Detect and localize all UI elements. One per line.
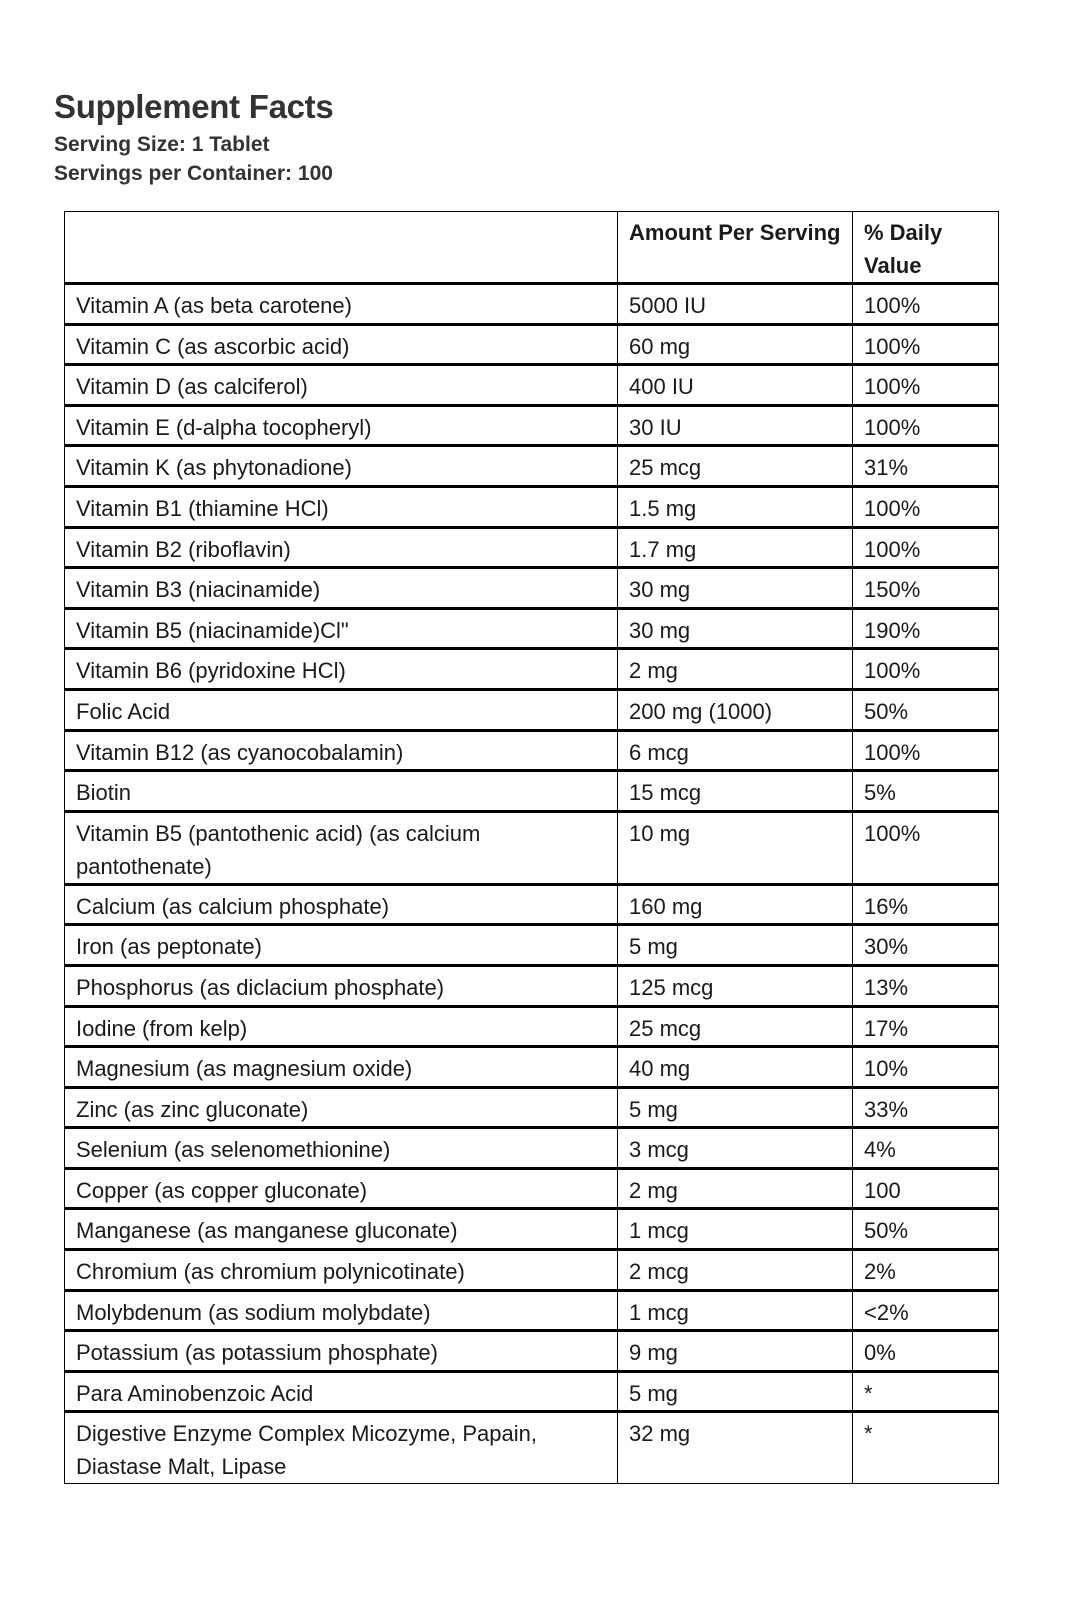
amount-per-serving: 15 mcg bbox=[618, 771, 853, 812]
nutrient-name: Calcium (as calcium phosphate) bbox=[65, 884, 618, 925]
amount-per-serving: 2 mg bbox=[618, 649, 853, 690]
daily-value: 50% bbox=[853, 1209, 999, 1250]
amount-per-serving: 400 IU bbox=[618, 365, 853, 406]
table-row bbox=[65, 1087, 999, 1128]
nutrient-name: Vitamin D (as calciferol) bbox=[65, 365, 618, 406]
amount-per-serving: 60 mg bbox=[618, 324, 853, 365]
table-row bbox=[65, 608, 999, 649]
daily-value: 190% bbox=[853, 608, 999, 649]
table-header-row bbox=[65, 212, 999, 284]
nutrient-name: Vitamin B5 (niacinamide)Cl" bbox=[65, 608, 618, 649]
daily-value: 4% bbox=[853, 1128, 999, 1169]
nutrient-name: Vitamin B3 (niacinamide) bbox=[65, 568, 618, 609]
amount-per-serving: 1.5 mg bbox=[618, 486, 853, 527]
daily-value: 31% bbox=[853, 446, 999, 487]
table-row bbox=[65, 1290, 999, 1331]
daily-value: 100% bbox=[853, 324, 999, 365]
daily-value: 33% bbox=[853, 1087, 999, 1128]
column-header-amount: Amount Per Serving bbox=[618, 212, 853, 284]
daily-value: 100% bbox=[853, 811, 999, 884]
daily-value: 100% bbox=[853, 486, 999, 527]
amount-per-serving: 1 mcg bbox=[618, 1290, 853, 1331]
nutrient-name: Vitamin A (as beta carotene) bbox=[65, 284, 618, 325]
nutrient-name: Magnesium (as magnesium oxide) bbox=[65, 1047, 618, 1088]
nutrient-name: Para Aminobenzoic Acid bbox=[65, 1371, 618, 1412]
nutrient-name: Manganese (as manganese gluconate) bbox=[65, 1209, 618, 1250]
nutrient-name: Molybdenum (as sodium molybdate) bbox=[65, 1290, 618, 1331]
table-row bbox=[65, 446, 999, 487]
daily-value: 30% bbox=[853, 925, 999, 966]
table-row bbox=[65, 324, 999, 365]
nutrient-name: Vitamin B5 (pantothenic acid) (as calcium pantothenate) bbox=[65, 811, 618, 884]
nutrient-name: Zinc (as zinc gluconate) bbox=[65, 1087, 618, 1128]
servings-per-container: Servings per Container: 100 bbox=[54, 162, 333, 185]
amount-per-serving: 6 mcg bbox=[618, 730, 853, 771]
table-row bbox=[65, 689, 999, 730]
nutrient-name: Vitamin B1 (thiamine HCl) bbox=[65, 486, 618, 527]
daily-value: 100% bbox=[853, 284, 999, 325]
nutrient-name: Vitamin B12 (as cyanocobalamin) bbox=[65, 730, 618, 771]
daily-value: 50% bbox=[853, 689, 999, 730]
table-row bbox=[65, 1006, 999, 1047]
table-row bbox=[65, 1168, 999, 1209]
nutrient-name: Copper (as copper gluconate) bbox=[65, 1168, 618, 1209]
amount-per-serving: 25 mcg bbox=[618, 1006, 853, 1047]
table-row bbox=[65, 365, 999, 406]
table-row bbox=[65, 284, 999, 325]
amount-per-serving: 5 mg bbox=[618, 1371, 853, 1412]
daily-value: <2% bbox=[853, 1290, 999, 1331]
daily-value: 0% bbox=[853, 1331, 999, 1372]
daily-value: 100 bbox=[853, 1168, 999, 1209]
table-row bbox=[65, 405, 999, 446]
table-row bbox=[65, 1331, 999, 1372]
daily-value: 10% bbox=[853, 1047, 999, 1088]
table-row bbox=[65, 730, 999, 771]
daily-value: * bbox=[853, 1412, 999, 1484]
nutrient-name: Selenium (as selenomethionine) bbox=[65, 1128, 618, 1169]
page-title: Supplement Facts bbox=[54, 88, 334, 125]
table-row bbox=[65, 1412, 999, 1484]
daily-value: 100% bbox=[853, 405, 999, 446]
serving-size: Serving Size: 1 Tablet bbox=[54, 133, 270, 156]
amount-per-serving: 160 mg bbox=[618, 884, 853, 925]
nutrient-name: Vitamin K (as phytonadione) bbox=[65, 446, 618, 487]
supplement-facts-table bbox=[64, 211, 999, 1484]
amount-per-serving: 2 mg bbox=[618, 1168, 853, 1209]
nutrient-name: Biotin bbox=[65, 771, 618, 812]
amount-per-serving: 2 mcg bbox=[618, 1250, 853, 1291]
table-row bbox=[65, 1250, 999, 1291]
table-row bbox=[65, 649, 999, 690]
nutrient-name: Vitamin B2 (riboflavin) bbox=[65, 527, 618, 568]
daily-value: 16% bbox=[853, 884, 999, 925]
daily-value: 2% bbox=[853, 1250, 999, 1291]
table-row bbox=[65, 884, 999, 925]
table-row bbox=[65, 1047, 999, 1088]
table-row bbox=[65, 527, 999, 568]
amount-per-serving: 1.7 mg bbox=[618, 527, 853, 568]
amount-per-serving: 30 IU bbox=[618, 405, 853, 446]
table-row bbox=[65, 1209, 999, 1250]
nutrient-name: Iron (as peptonate) bbox=[65, 925, 618, 966]
table-row bbox=[65, 771, 999, 812]
daily-value: 100% bbox=[853, 365, 999, 406]
table-row bbox=[65, 1128, 999, 1169]
daily-value: 100% bbox=[853, 730, 999, 771]
nutrient-name: Vitamin E (d-alpha tocopheryl) bbox=[65, 405, 618, 446]
column-header-daily-value: % Daily Value bbox=[853, 212, 999, 284]
nutrient-name: Vitamin B6 (pyridoxine HCl) bbox=[65, 649, 618, 690]
nutrient-name: Folic Acid bbox=[65, 689, 618, 730]
amount-per-serving: 30 mg bbox=[618, 568, 853, 609]
amount-per-serving: 9 mg bbox=[618, 1331, 853, 1372]
table-row bbox=[65, 811, 999, 884]
amount-per-serving: 5 mg bbox=[618, 925, 853, 966]
daily-value: * bbox=[853, 1371, 999, 1412]
nutrient-name: Digestive Enzyme Complex Micozyme, Papain, Diastase Malt, Lipase bbox=[65, 1412, 618, 1484]
amount-per-serving: 25 mcg bbox=[618, 446, 853, 487]
daily-value: 5% bbox=[853, 771, 999, 812]
nutrient-name: Potassium (as potassium phosphate) bbox=[65, 1331, 618, 1372]
nutrient-name: Chromium (as chromium polynicotinate) bbox=[65, 1250, 618, 1291]
nutrient-name: Iodine (from kelp) bbox=[65, 1006, 618, 1047]
amount-per-serving: 5 mg bbox=[618, 1087, 853, 1128]
amount-per-serving: 40 mg bbox=[618, 1047, 853, 1088]
table-row bbox=[65, 486, 999, 527]
daily-value: 100% bbox=[853, 649, 999, 690]
daily-value: 100% bbox=[853, 527, 999, 568]
table-row bbox=[65, 965, 999, 1006]
nutrient-name: Phosphorus (as diclacium phosphate) bbox=[65, 965, 618, 1006]
column-header-nutrient bbox=[65, 212, 618, 284]
daily-value: 13% bbox=[853, 965, 999, 1006]
amount-per-serving: 10 mg bbox=[618, 811, 853, 884]
table-row bbox=[65, 925, 999, 966]
nutrient-name: Vitamin C (as ascorbic acid) bbox=[65, 324, 618, 365]
amount-per-serving: 3 mcg bbox=[618, 1128, 853, 1169]
amount-per-serving: 30 mg bbox=[618, 608, 853, 649]
label-header bbox=[54, 88, 333, 188]
amount-per-serving: 125 mcg bbox=[618, 965, 853, 1006]
table-row bbox=[65, 568, 999, 609]
amount-per-serving: 32 mg bbox=[618, 1412, 853, 1484]
daily-value: 150% bbox=[853, 568, 999, 609]
amount-per-serving: 200 mg (1000) bbox=[618, 689, 853, 730]
table-row bbox=[65, 1371, 999, 1412]
amount-per-serving: 1 mcg bbox=[618, 1209, 853, 1250]
amount-per-serving: 5000 IU bbox=[618, 284, 853, 325]
daily-value: 17% bbox=[853, 1006, 999, 1047]
